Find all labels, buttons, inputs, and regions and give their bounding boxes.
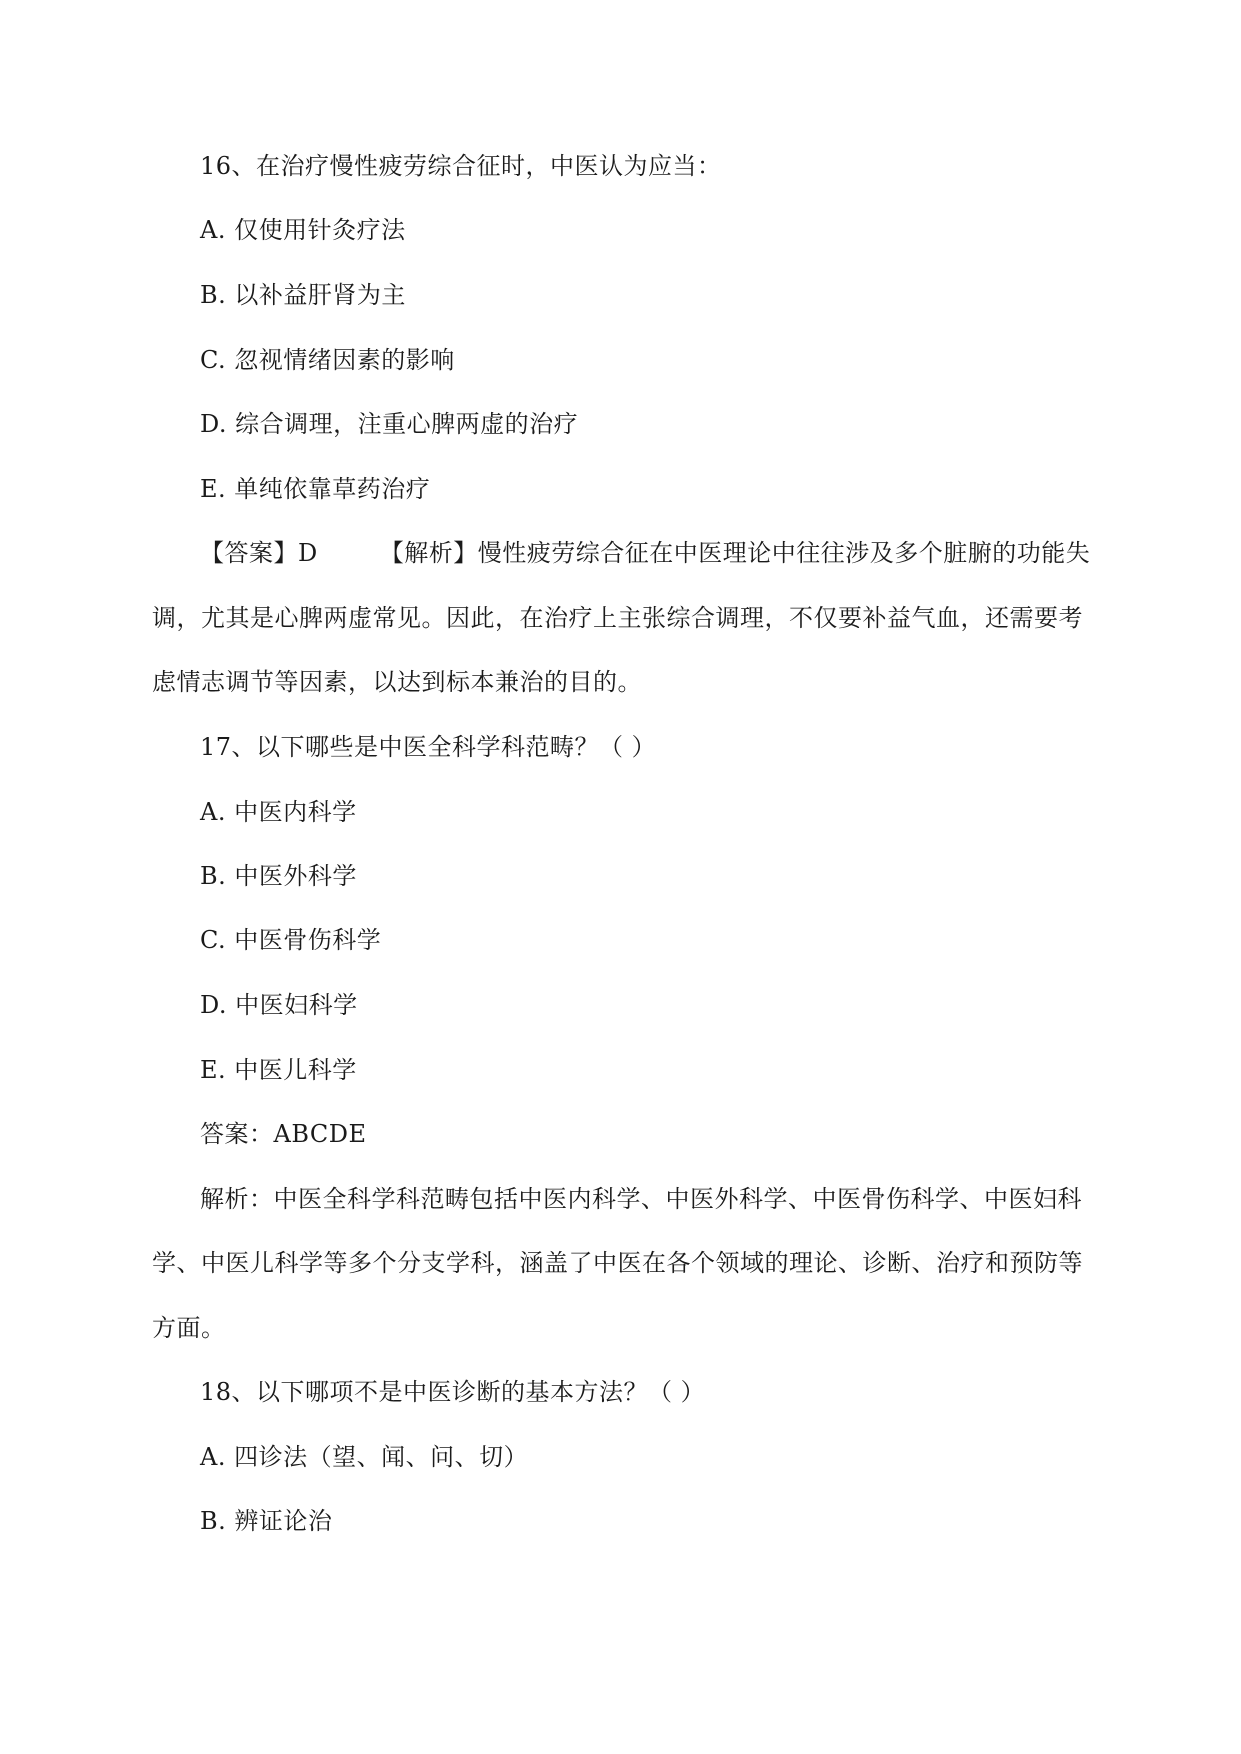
question-18-option-b: B. 辨证论治 [200, 1507, 333, 1535]
question-17-option-b: B. 中医外科学 [200, 862, 357, 890]
question-17-option-e: E. 中医儿科学 [200, 1056, 357, 1084]
question-17-analysis-line-1: 解析：中医全科学科范畴包括中医内科学、中医外科学、中医骨伤科学、中医妇科 [200, 1185, 1082, 1213]
question-16-option-a: A. 仅使用针灸疗法 [200, 216, 406, 244]
question-17-analysis-line-3: 方面。 [152, 1314, 226, 1342]
question-16-answer: 【答案】D [200, 539, 318, 567]
question-16-stem: 16、在治疗慢性疲劳综合征时，中医认为应当： [200, 152, 722, 180]
question-16-analysis-line-1: 【解析】慢性疲劳综合征在中医理论中往往涉及多个脏腑的功能失 [379, 539, 1091, 567]
question-17-option-d: D. 中医妇科学 [200, 991, 358, 1019]
question-16-option-c: C. 忽视情绪因素的影响 [200, 346, 455, 374]
question-16-answer-analysis [200, 537, 1090, 569]
question-17-analysis-line-2: 学、中医儿科学等多个分支学科，涵盖了中医在各个领域的理论、诊断、治疗和预防等 [152, 1249, 1083, 1277]
question-18-option-a: A. 四诊法（望、闻、问、切） [200, 1443, 529, 1471]
question-16-analysis-line-3: 虑情志调节等因素，以达到标本兼治的目的。 [152, 668, 642, 696]
question-17-stem: 17、以下哪些是中医全科学科范畴？（ ） [200, 733, 657, 761]
question-18-stem: 18、以下哪项不是中医诊断的基本方法？（ ） [200, 1378, 706, 1406]
question-17-option-a: A. 中医内科学 [200, 798, 357, 826]
question-16-option-d: D. 综合调理，注重心脾两虚的治疗 [200, 410, 579, 438]
question-16-option-b: B. 以补益肝肾为主 [200, 281, 406, 309]
question-16-option-e: E. 单纯依靠草药治疗 [200, 475, 431, 503]
question-17-answer: 答案：ABCDE [200, 1120, 367, 1148]
question-17-option-c: C. 中医骨伤科学 [200, 926, 382, 954]
question-16-analysis-line-2: 调，尤其是心脾两虚常见。因此，在治疗上主张综合调理，不仅要补益气血，还需要考 [152, 604, 1083, 632]
